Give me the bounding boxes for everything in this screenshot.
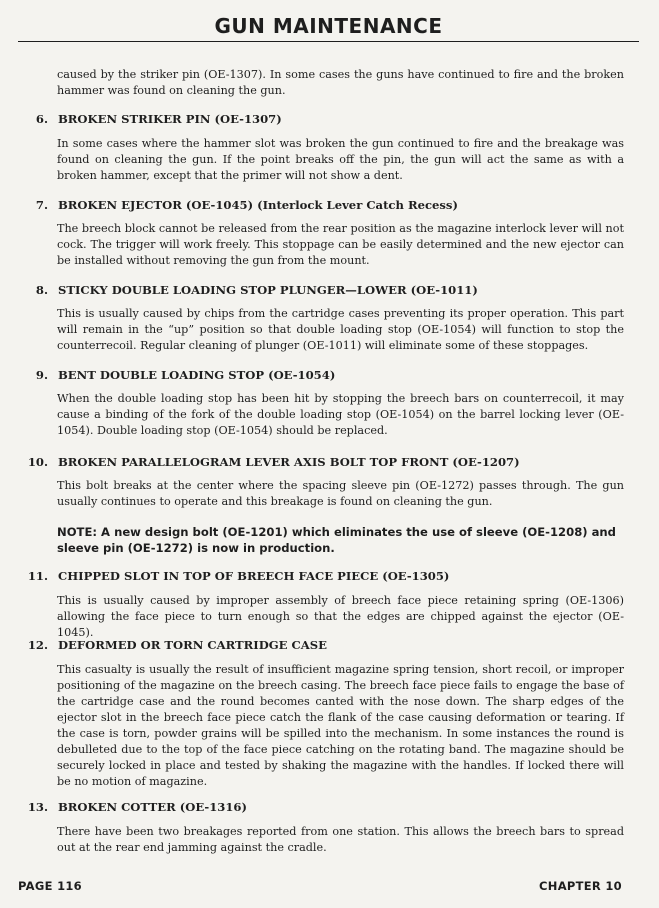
page-number: PAGE 116 [18, 879, 82, 893]
section-body: When the double loading stop has been hit by stopping the breech bars on counterrecoil, it may cause a binding of the fork of the double loading stop (OE-1054) on the barrel locking lever (OE-1054). Double loading stop (OE-1054) should be replaced. [57, 392, 624, 437]
header-rule [18, 41, 639, 42]
section-title: BROKEN STRIKER PIN (OE-1307) [58, 112, 282, 126]
section-title: BROKEN PARALLELOGRAM LEVER AXIS BOLT TOP FRONT (OE-1207) [58, 455, 520, 469]
section-number: 8. [35, 283, 48, 297]
section-title: DEFORMED OR TORN CARTRIDGE CASE [58, 638, 327, 652]
section-number: 9. [35, 368, 48, 382]
section-title: BROKEN COTTER (OE-1316) [58, 800, 247, 814]
section-title: BENT DOUBLE LOADING STOP (OE-1054) [58, 368, 336, 382]
section-number: 12. [27, 638, 48, 652]
section-title: BROKEN EJECTOR (OE-1045) (Interlock Lever Catch Recess) [58, 198, 458, 212]
section-body: There have been two breakages reported from one station. This allows the breech bars to spread out at the rear end jamming against the cradle. [57, 825, 624, 854]
section-body: This casualty is usually the result of insufficient magazine spring tension, short recoil, or improper positioning of the magazine on the breech casing. The breech face piece fails to engage the base of the cartridge case and the round becomes canted with the nose down. The sharp edges of the ejector slot in the breech face piece catch the flank of the case causing deformation or tearing. If the case is torn, powder grains will be spilled into the mechanism. In some instances the round is debulleted due to the top of the face piece catching on the rotating band. The magazine should be securely locked in place and tested by shaking the magazine with the handles. If locked there will be no motion of magazine. [57, 663, 624, 788]
section-body: The breech block cannot be released from the rear position as the magazine interlock lever will not cock. The trigger will work freely. This stoppage can be easily determined and the new ejector can be installed without removing the gun from the mount. [57, 222, 624, 267]
section-title: CHIPPED SLOT IN TOP OF BREECH FACE PIECE (OE-1305) [58, 569, 450, 583]
page-title: GUN MAINTENANCE [214, 14, 443, 38]
section-number: 6. [35, 112, 48, 126]
chapter-label: CHAPTER 10 [539, 879, 622, 893]
section-number: 10. [27, 455, 48, 469]
section-body: This is usually caused by improper assembly of breech face piece retaining spring (OE-1306) allowing the face piece to turn enough so that the edges are chipped against the ejector (OE-1045). [57, 594, 624, 639]
section-number: 7. [35, 198, 48, 212]
production-note: NOTE: A new design bolt (OE-1201) which eliminates the use of sleeve (OE-1208) and sleeve pin (OE-1272) is now in production. [57, 525, 616, 555]
section-title: STICKY DOUBLE LOADING STOP PLUNGER—LOWER (OE-1011) [58, 283, 478, 297]
section-number: 13. [27, 800, 48, 814]
section-body: This is usually caused by chips from the cartridge cases preventing its proper operation. This part will remain in the “up” position so that double loading stop (OE-1054) will function to stop the counterrecoil. Regular cleaning of plunger (OE-1011) will eliminate some of these stoppages. [57, 307, 624, 352]
section-number: 11. [27, 569, 48, 583]
section-body: In some cases where the hammer slot was broken the gun continued to fire and the breakage was found on cleaning the gun. If the point breaks off the pin, the gun will act the same as with a broken hammer, except that the primer will not show a dent. [57, 137, 624, 182]
intro-paragraph: caused by the striker pin (OE-1307). In some cases the guns have continued to fire and the broken hammer was found on cleaning the gun. [57, 68, 624, 97]
section-body: This bolt breaks at the center where the spacing sleeve pin (OE-1272) passes through. The gun usually continues to operate and this breakage is found on cleaning the gun. [57, 479, 624, 508]
